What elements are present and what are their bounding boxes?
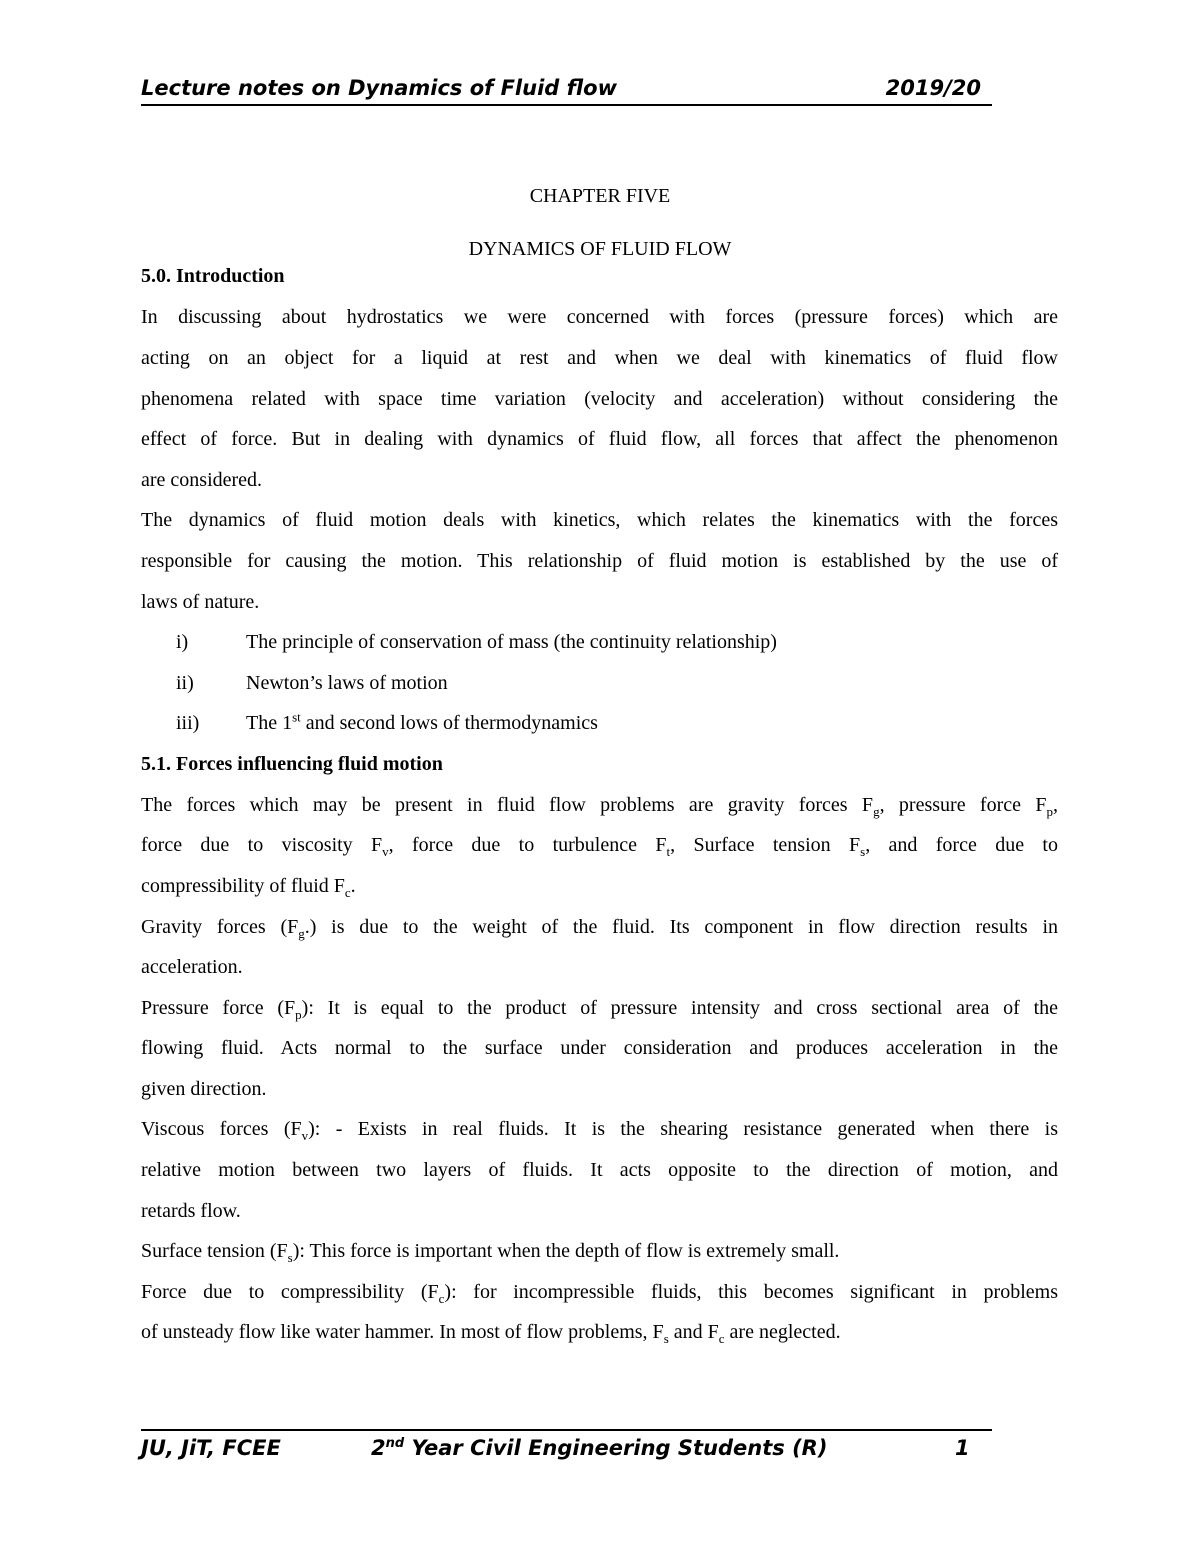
intro-paragraph-line: are considered. [141,469,263,491]
gravity-force-line: acceleration. [141,956,243,978]
list-item-text: Newton’s laws of motion [246,672,448,694]
header-title: Lecture notes on Dynamics of Fluid flow [141,76,617,100]
section-heading-5-0: 5.0. Introduction [141,265,285,287]
viscous-force-line: relative motion between two layers of fluids. It acts opposite to the direction of motion, and [141,1159,1058,1181]
surface-tension-line: Surface tension $(F_s)$: This force is important when the depth of flow is extremely small. [141,1240,840,1265]
compressibility-force-line: of unsteady flow like water hammer. In most of flow problems, $F_s$ and $F_c$ are neglected. [141,1321,841,1346]
chapter-title: DYNAMICS OF FLUID FLOW [468,238,732,260]
pressure-force-line: Pressure force $(F_p)$: It is equal to the product of pressure intensity and cross sectional area of the [141,997,1059,1022]
compressibility-force-line: Force due to compressibility $(F_c)$: for incompressible fluids, this becomes significant in problems [141,1281,1058,1306]
intro-paragraph-line: effect of force. But in dealing with dynamics of fluid flow, all forces that affect the phenomenon [141,428,1058,450]
footer-audience: 2nd Year Civil Engineering Students (R) [371,1436,828,1460]
intro-paragraph-line: In discussing about hydrostatics we were concerned with forces (pressure forces) which are [141,306,1058,328]
list-item-number: ii) [176,672,194,694]
viscous-force-line: retards flow. [141,1200,241,1222]
footer-page-number: 1 [955,1436,970,1460]
footer-rule [141,1429,992,1431]
pressure-force-line: flowing fluid. Acts normal to the surface under consideration and produces acceleration in the [141,1037,1058,1059]
footer-institution: JU, JiT, FCEE [141,1436,281,1460]
viscous-force-line: Viscous forces $(F_v)$: - Exists in real fluids. It is the shearing resistance generated when there is [141,1118,1058,1143]
list-item-text: The principle of conservation of mass (the continuity relationship) [246,631,777,653]
forces-intro-line: The forces which may be present in fluid flow problems are gravity forces $F_g$, pressure force $F_p$, [141,794,1058,819]
intro-paragraph-line: acting on an object for a liquid at rest and when we deal with kinematics of fluid flow [141,347,1058,369]
list-item-number: i) [176,631,189,653]
section-heading-5-1: 5.1. Forces influencing fluid motion [141,753,443,775]
header-rule [141,104,992,106]
dynamics-paragraph-line: laws of nature. [141,591,260,613]
chapter-number: CHAPTER FIVE [529,185,671,207]
pressure-force-line: given direction. [141,1078,267,1100]
page-header [141,76,991,104]
forces-intro-line: force due to viscosity $F_v$, force due to turbulence $F_t$, Surface tension $F_s$, and force due to [141,834,1058,859]
list-item-text: The 1st and second lows of thermodynamics [246,709,598,734]
intro-paragraph-line: phenomena related with space time variation (velocity and acceleration) without considering the [141,388,1058,410]
gravity-force-line: Gravity forces $(F_g.)$ is due to the weight of the fluid. Its component in flow direction results in [141,916,1059,941]
forces-intro-line: compressibility of fluid $F_c$. [141,875,356,900]
header-year: 2019/20 [885,76,981,100]
dynamics-paragraph-line: responsible for causing the motion. This relationship of fluid motion is established by the use of [141,550,1058,572]
dynamics-paragraph-line: The dynamics of fluid motion deals with kinetics, which relates the kinematics with the forces [141,509,1058,531]
list-item-number: iii) [176,712,200,734]
